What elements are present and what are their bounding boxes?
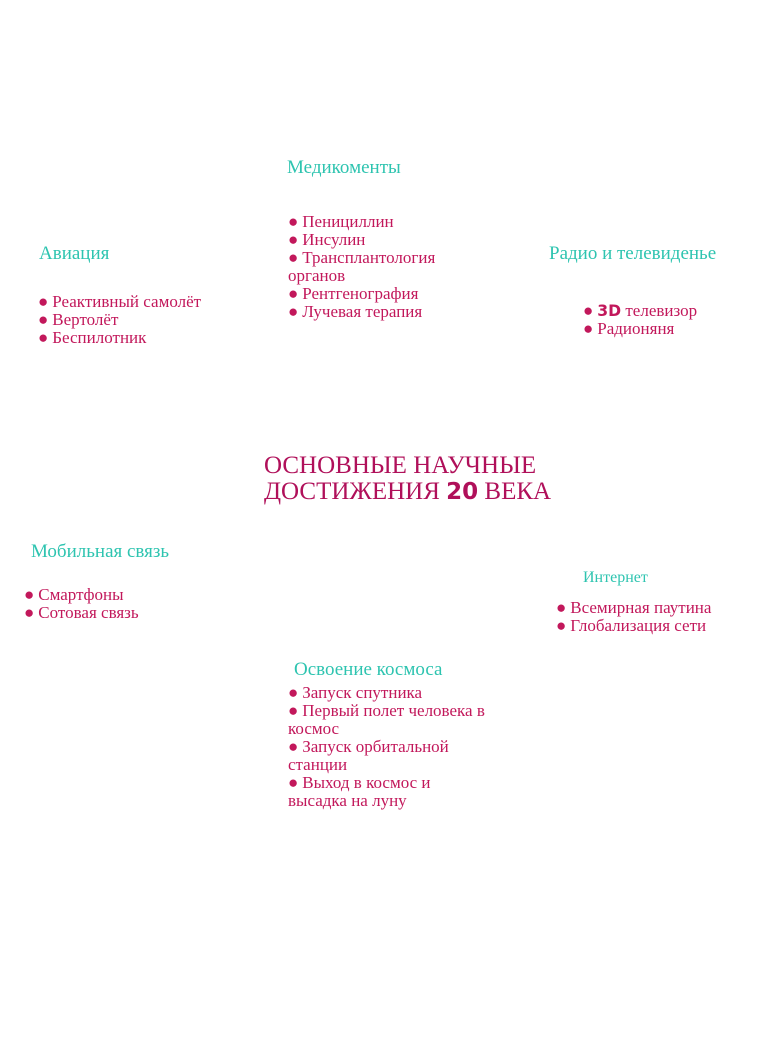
- list-item: ● 3D телевизор: [583, 301, 698, 320]
- branch-heading-mobile: Мобильная связь: [31, 541, 170, 562]
- list-item: ● Первый полет человека в космос: [288, 701, 485, 738]
- list-item: ● Лучевая терапия: [288, 302, 423, 321]
- list-item: ● Смартфоны: [24, 585, 124, 604]
- branch-list-internet: [556, 599, 766, 635]
- list-item: ● Трансплантология органов: [288, 248, 436, 285]
- branch-heading-radio-tv: Радио и телевиденье: [549, 243, 717, 264]
- list-item: ● Сотовая связь: [24, 603, 139, 622]
- branch-heading-aviation: Авиация: [39, 243, 110, 264]
- list-item: ● Радионяня: [583, 319, 675, 338]
- branch-heading-space: Освоение космоса: [294, 659, 443, 680]
- list-item: ● Запуск спутника: [288, 683, 423, 702]
- list-item: ● Вертолёт: [38, 310, 119, 329]
- title-line-2: ДОСТИЖЕНИЯ 20 ВЕКА: [264, 478, 552, 505]
- branch-list-aviation: [38, 293, 238, 347]
- branch-list-radio-tv: [583, 302, 753, 338]
- list-item: ● Рентгенография: [288, 284, 419, 303]
- central-title: [264, 453, 551, 505]
- list-item: ● Глобализация сети: [556, 616, 707, 635]
- list-item: ● Запуск орбитальной станции: [288, 737, 449, 774]
- list-item: ● Выход в космос и высадка на луну: [288, 773, 431, 810]
- list-item: ● Беспилотник: [38, 328, 147, 347]
- list-item: ● Всемирная паутина: [556, 598, 712, 617]
- branch-heading-medicine: Медикоменты: [287, 157, 401, 178]
- list-item: ● Инсулин: [288, 230, 366, 249]
- list-item: ● Реактивный самолёт: [38, 292, 202, 311]
- title-line-1: ОСНОВНЫЕ НАУЧНЫЕ: [264, 452, 537, 479]
- branch-heading-internet: Интернет: [583, 569, 648, 586]
- branch-list-space: [288, 684, 488, 810]
- branch-list-medicine: [288, 213, 458, 321]
- branch-list-mobile: [24, 586, 224, 622]
- list-item: ● Пенициллин: [288, 212, 394, 231]
